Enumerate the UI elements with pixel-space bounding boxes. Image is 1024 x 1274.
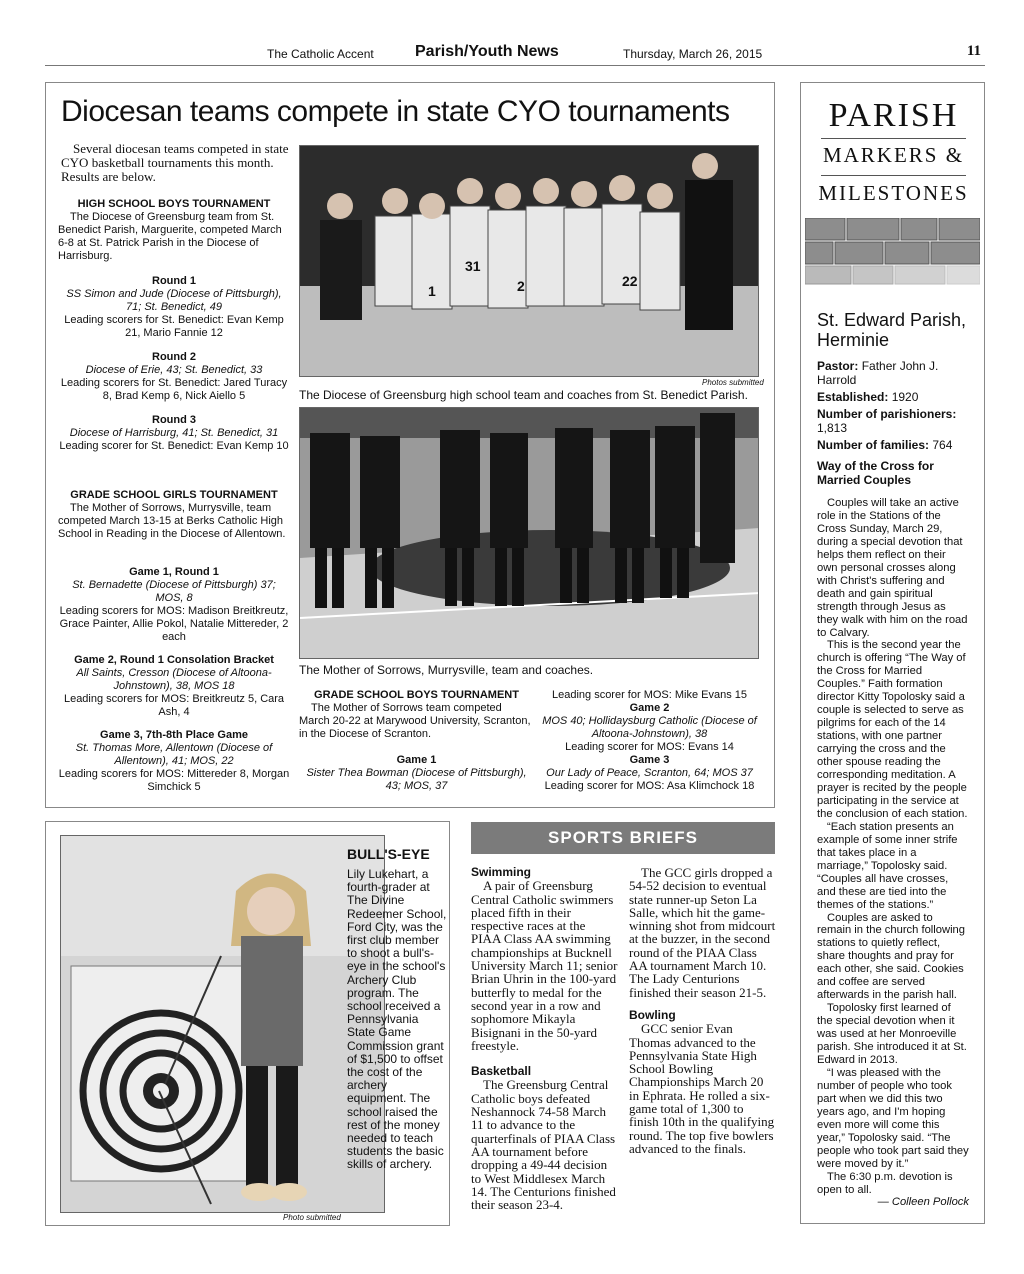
boys-game-2-score: MOS 40; Hollidaysburg Catholic (Diocese of Altoona-Johnstown), 38	[542, 715, 757, 740]
photo-credit: Photos submitted	[702, 378, 764, 387]
swimming-text: A pair of Greensburg Central Catholic swimmers placed fifth in their respective races at the PIAA Class AA swimming championships at Bucknell University March 11; senior Brian Uhrin in the 100-yard butterfly to medal for the second year in a row and sophomore Mikayla Bisignani in the 50-yard freestyle.	[471, 878, 618, 1053]
sidebar-title-3: MILESTONES	[818, 181, 969, 205]
hs-boys-section	[58, 198, 290, 263]
round-title: Round 2	[152, 351, 196, 363]
feature-paragraph: The 6:30 p.m. devotion is open to all.	[817, 1170, 953, 1196]
parish-markers-sidebar	[800, 82, 985, 1224]
round-score: Diocese of Erie, 43; St. Benedict, 33	[85, 364, 263, 376]
girls-photo-caption: The Mother of Sorrows, Murrysville, team and coaches.	[299, 663, 594, 677]
feature-paragraph: “I was pleased with the number of people who took part when we did this two years ago, and I'm hoping even more will come this year,” Topolosky said. “The people who took part said they were moved by it.”	[817, 1066, 969, 1170]
parish-facts	[817, 359, 977, 455]
gcc-girls-text: The GCC girls dropped a 54-52 decision to eventual state runner-up Seton La Salle, which hit the game-winning shot from midcourt at the buzzer, in the second round of the PIAA Class AA tournament March 10. The Lady Centurions finished their season 21-5.	[629, 865, 776, 1000]
parish-name: St. Edward Parish, Herminie	[817, 310, 967, 350]
story-lead: Several diocesan teams competed in state CYO basketball tournaments this month. Results are below.	[61, 141, 289, 184]
feature-paragraph: “Each station presents an example of some inner strife that takes place in a marriage,” Topolosky said. “Couples all have crosses, and these are tied into the themes of the stations.”	[817, 820, 958, 911]
svg-text:22: 22	[622, 273, 638, 289]
byline: — Colleen Pollock	[877, 1196, 969, 1209]
hs-boys-heading: HIGH SCHOOL BOYS TOURNAMENT	[77, 198, 271, 210]
bowling-heading: Bowling	[629, 1007, 676, 1022]
boys-game-2-title: Game 2	[629, 702, 670, 714]
title-rule	[821, 138, 966, 139]
bulls-eye-box	[45, 821, 450, 1226]
gs-boys-section	[299, 689, 534, 793]
gs-boys-heading: GRADE SCHOOL BOYS TOURNAMENT	[314, 689, 519, 701]
game-title: Game 1, Round 1	[129, 566, 219, 578]
game-score: St. Thomas More, Allentown (Diocese of Allentown), 41; MOS, 22	[75, 742, 273, 767]
hs-round-2	[58, 351, 290, 403]
boys-game-1-title: Game 1	[396, 754, 437, 766]
round-scorers: Leading scorers for St. Benedict: Evan Kemp 21, Mario Fannie 12	[64, 314, 284, 339]
girls-team-photo	[299, 407, 759, 659]
boys-game-3-score: Our Lady of Peace, Scranton, 64; MOS 37	[546, 767, 753, 779]
feature-paragraph: This is the second year the church is offering “The Way of the Cross for Married Couples.” Faith formation director Kitty Topolosky said a couple is selected to serve as pilgrims for each of the 14 stations, with one partner carrying the cross and the other spouse reading the corresponding meditation. A prayer is recited by the people participating in the service at the conclusion of each station.	[817, 639, 968, 820]
girls-game-2	[58, 654, 290, 719]
feature-paragraph: Couples will take an active role in the Stations of the Cross Sunday, March 29, during a special devotion that helps them reflect on their own personal crosses along with Christ's suffering and death and gain spiritual strength through Jesus as they walk with him on the road to Calvary.	[817, 497, 968, 639]
archery-photo	[60, 835, 385, 1213]
round-score: SS Simon and Jude (Diocese of Pittsburgh), 71; St. Benedict, 49	[66, 288, 282, 313]
sports-briefs-banner: SPORTS BRIEFS	[471, 822, 775, 854]
gs-boys-results	[532, 689, 767, 793]
round-title: Round 1	[152, 275, 196, 287]
sidebar-title-1: PARISH	[828, 97, 959, 134]
feature-paragraph: Couples are asked to remain in the church following stations to quietly reflect, share thoughts and pray for each other, she said. Cookies and coffee are served afterwards in the parish hall.	[817, 911, 965, 1002]
gs-boys-body: The Mother of Sorrows team competed March 20-22 at Marywood University, Scranton, in the Diocese of Scranton.	[299, 702, 531, 740]
round-score: Diocese of Harrisburg, 41; St. Benedict, 31	[69, 427, 279, 439]
sidebar-title-2: MARKERS &	[822, 143, 965, 167]
svg-text:31: 31	[465, 258, 481, 274]
gs-girls-heading: GRADE SCHOOL GIRLS TOURNAMENT	[70, 489, 278, 501]
game-scorers: Leading scorers for MOS: Mittereder 8, Morgan Simchick 5	[58, 768, 290, 793]
svg-text:1: 1	[428, 283, 436, 299]
parishioners-label: Number of parishioners:	[817, 407, 957, 421]
girls-game-1	[58, 566, 290, 644]
feature-paragraph: Topolosky first learned of the special devotion when it was used at her Monroeville parish. She introduced it at St. Edward in 2013.	[817, 1002, 967, 1066]
section-title: Parish/Youth News	[415, 43, 559, 60]
masthead	[45, 40, 985, 66]
bulls-eye-credit: Photo submitted	[283, 1213, 341, 1222]
girls-game-3	[58, 729, 290, 794]
boys-game-3-scorers: Leading scorer for MOS: Asa Klimchock 18	[544, 780, 755, 792]
game-title: Game 2, Round 1 Consolation Bracket	[74, 654, 274, 666]
story-headline: Diocesan teams compete in state CYO tournaments	[61, 95, 730, 128]
swimming-heading: Swimming	[471, 865, 532, 879]
round-scorers: Leading scorer for St. Benedict: Evan Kemp 10	[59, 440, 289, 452]
page-number: 11	[966, 43, 981, 59]
hs-round-1	[58, 275, 290, 340]
hs-team-photo	[299, 145, 759, 377]
basketball-heading: Basketball	[471, 1064, 532, 1079]
game-score: All Saints, Cresson (Diocese of Altoona-Johnstown), 38, MOS 18	[76, 667, 272, 692]
gs-girls-body: The Mother of Sorrows, Murrysville, team competed March 13-15 at Berks Catholic High School in Reading in the Diocese of Allentown.	[58, 502, 286, 540]
families-value: 764	[932, 438, 953, 452]
parishioners-value: 1,813	[817, 421, 848, 435]
title-rule	[821, 175, 966, 176]
hs-round-3	[58, 414, 290, 453]
hs-boys-body: The Diocese of Greensburg team from St. Benedict Parish, Marguerite, competed March 6-8 at St. Patrick Parish in the Diocese of Harrisburg.	[58, 211, 282, 262]
game-score: St. Bernadette (Diocese of Pittsburgh) 37; MOS, 8	[72, 579, 276, 604]
cyo-story	[45, 82, 775, 808]
stone-wall-graphic	[805, 218, 980, 308]
basketball-text: The Greensburg Central Catholic boys defeated Neshannock 74-58 March 11 to advance to the quarterfinals of PIAA Class AA tournament before dropping a 49-44 decision to West Middlesex March 14. The Centurions finished their season 23-4.	[471, 1077, 616, 1213]
boys-game-3-title: Game 3	[629, 754, 670, 766]
game-scorers: Leading scorers for MOS: Madison Breitkreutz, Grace Painter, Allie Pokol, Natalie Mittereder, 2 each	[59, 605, 289, 643]
gs-girls-section	[58, 489, 290, 541]
established-label: Established:	[817, 390, 889, 404]
established-value: 1920	[891, 390, 919, 404]
boys-game-1-score: Sister Thea Bowman (Diocese of Pittsburgh), 43; MOS, 37	[306, 767, 527, 792]
sports-briefs-col-1	[471, 866, 618, 1211]
pastor-value: Father John J. Harrold	[817, 359, 939, 387]
round-scorers: Leading scorers for St. Benedict: Jared Turacy 8, Brad Kemp 6, Nick Aiello 5	[60, 377, 288, 402]
bulls-eye-text: Lily Lukehart, a fourth-grader at The Divine Redeemer School, Ford City, was the first club member to shoot a bull's-eye in the school's Archery Club program. The school received a Pennsylvania State Game Commission grant of $1,500 to offset the cost of the archery equipment. The school raised the rest of the money needed to teach students the basic skills of archery.	[347, 867, 447, 1172]
feature-heading: Way of the Cross for Married Couples	[817, 459, 934, 487]
paper-name: The Catholic Accent	[267, 47, 374, 61]
boys-game-1-scorer: Leading scorer for MOS: Mike Evans 15	[551, 689, 748, 701]
feature-text	[817, 497, 969, 1209]
hs-photo-caption: The Diocese of Greensburg high school team and coaches from St. Benedict Parish.	[299, 388, 748, 402]
sports-briefs-col-2	[629, 866, 776, 1155]
game-scorers: Leading scorers for MOS: Breitkreutz 5, Cara Ash, 4	[63, 693, 285, 718]
boys-game-2-scorers: Leading scorer for MOS: Evans 14	[565, 741, 734, 753]
pastor-label: Pastor:	[817, 359, 859, 373]
bowling-text: GCC senior Evan Thomas advanced to the Pennsylvania State High School Bowling Championships March 20 in Ephrata. He rolled a six-game total of 1,300 to finish 10th in the qualifying round. The top five bowlers advanced to the finals.	[629, 1021, 775, 1156]
round-title: Round 3	[152, 414, 196, 426]
bulls-eye-heading: BULL'S-EYE	[347, 846, 430, 862]
game-title: Game 3, 7th-8th Place Game	[100, 729, 248, 741]
issue-date: Thursday, March 26, 2015	[623, 47, 763, 61]
families-label: Number of families:	[817, 438, 930, 452]
svg-text:2: 2	[517, 278, 525, 294]
